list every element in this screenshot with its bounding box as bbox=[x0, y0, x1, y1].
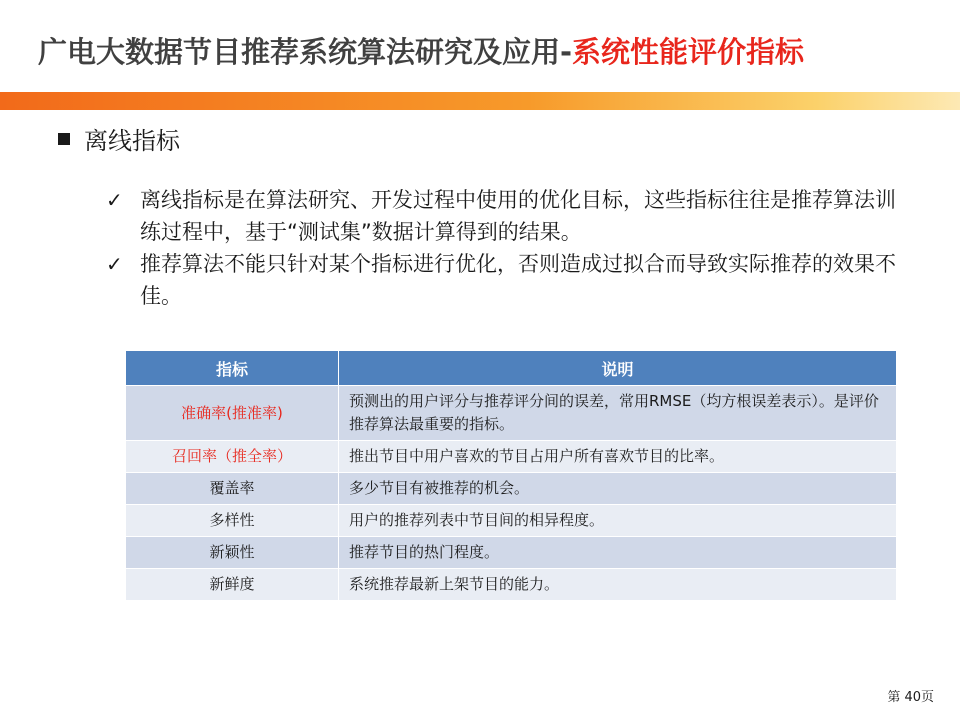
metric-name: 新颖性 bbox=[126, 537, 339, 569]
page-number: 第 40页 bbox=[887, 690, 934, 705]
metric-name: 新鲜度 bbox=[126, 569, 339, 601]
metrics-table bbox=[125, 350, 897, 601]
section-heading bbox=[58, 121, 180, 156]
slide-title-accent: 系统性能评价指标 bbox=[572, 35, 805, 69]
table-header-row bbox=[126, 351, 897, 386]
table-row bbox=[126, 505, 897, 537]
check-item bbox=[106, 248, 896, 312]
check-icon: ✓ bbox=[106, 252, 123, 276]
slide-title bbox=[38, 30, 804, 71]
section-heading-label: 离线指标 bbox=[84, 127, 180, 155]
metric-name: 多样性 bbox=[126, 505, 339, 537]
metric-description: 推出节目中用户喜欢的节目占用户所有喜欢节目的比率。 bbox=[339, 441, 897, 473]
table-row bbox=[126, 441, 897, 473]
table-row bbox=[126, 569, 897, 601]
metric-description: 预测出的用户评分与推荐评分间的误差，常用RMSE（均方根误差表示）。是评价推荐算法最重要的指标。 bbox=[339, 386, 897, 441]
check-list bbox=[106, 184, 896, 312]
metric-description: 系统推荐最新上架节目的能力。 bbox=[339, 569, 897, 601]
metric-name: 准确率(推准率) bbox=[126, 386, 339, 441]
table-row bbox=[126, 386, 897, 441]
check-icon: ✓ bbox=[106, 188, 123, 212]
check-item bbox=[106, 184, 896, 248]
metric-name: 覆盖率 bbox=[126, 473, 339, 505]
table-header-description: 说明 bbox=[339, 351, 897, 386]
metric-description: 用户的推荐列表中节目间的相异程度。 bbox=[339, 505, 897, 537]
table-row bbox=[126, 473, 897, 505]
table-header-metric: 指标 bbox=[126, 351, 339, 386]
title-gradient-bar bbox=[0, 92, 960, 110]
square-bullet-icon bbox=[58, 133, 70, 145]
metric-description: 推荐节目的热门程度。 bbox=[339, 537, 897, 569]
slide-title-main: 广电大数据节目推荐系统算法研究及应用- bbox=[38, 35, 573, 69]
metric-name: 召回率（推全率） bbox=[126, 441, 339, 473]
check-item-text: 离线指标是在算法研究、开发过程中使用的优化目标，这些指标往往是推荐算法训练过程中，基于“测试集”数据计算得到的结果。 bbox=[140, 188, 896, 244]
table-row bbox=[126, 537, 897, 569]
metric-description: 多少节目有被推荐的机会。 bbox=[339, 473, 897, 505]
check-item-text: 推荐算法不能只针对某个指标进行优化，否则造成过拟合而导致实际推荐的效果不佳。 bbox=[140, 252, 896, 308]
